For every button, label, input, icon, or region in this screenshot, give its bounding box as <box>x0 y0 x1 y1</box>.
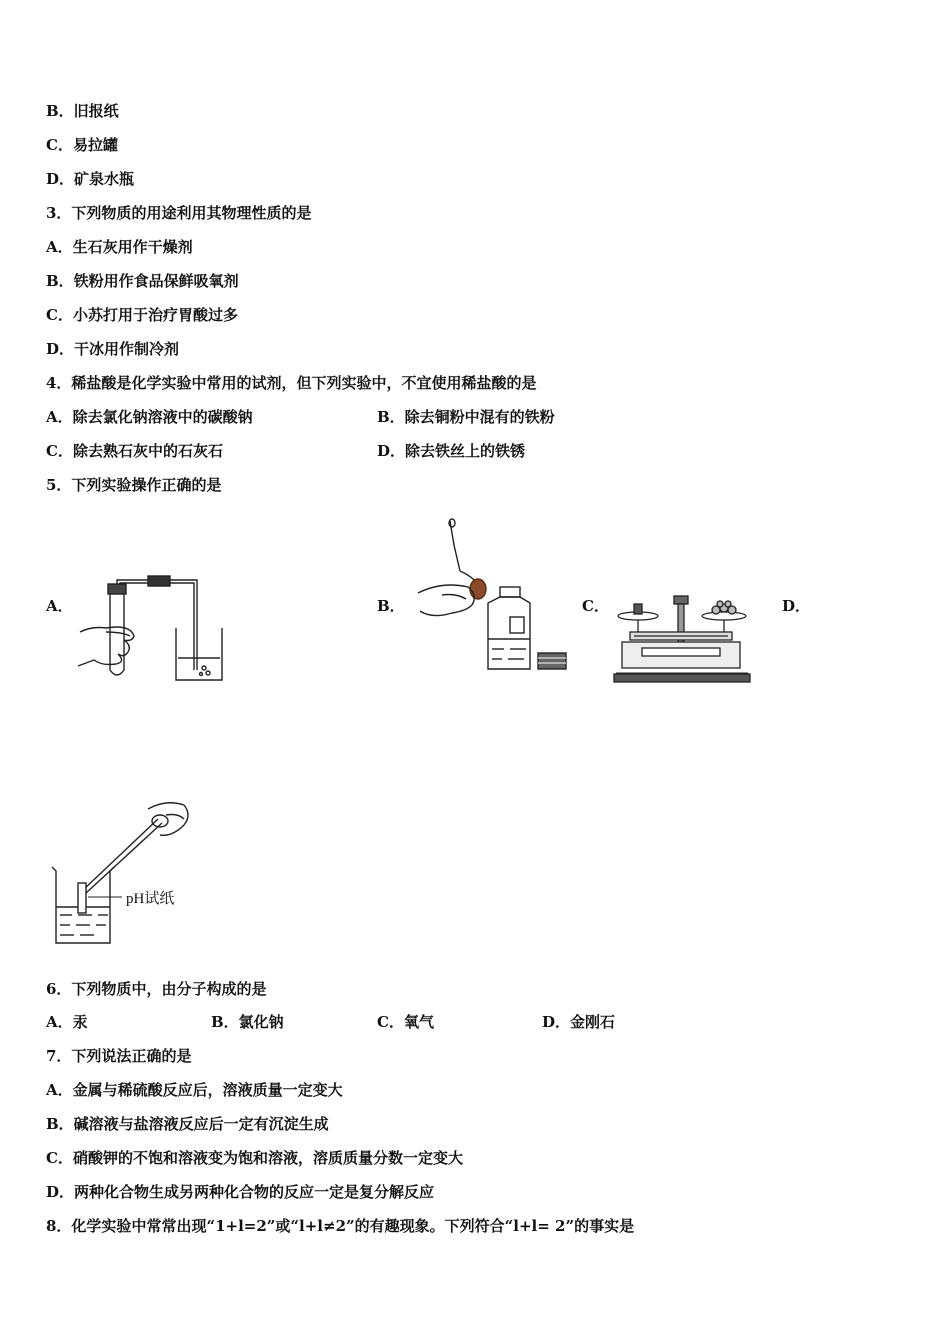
q2-option-d: D．矿泉水瓶 <box>46 170 135 188</box>
q4-option-d: D．除去铁丝上的铁锈 <box>377 442 526 460</box>
q3-option-a: A．生石灰用作干燥剂 <box>46 238 193 256</box>
q7-option-a: A．金属与稀硫酸反应后，溶液质量一定变大 <box>46 1081 343 1099</box>
q2-option-c: C．易拉罐 <box>46 136 118 154</box>
q7-stem: 7．下列说法正确的是 <box>46 1047 192 1065</box>
figure-balance <box>612 592 752 687</box>
q5-label-c: C． <box>582 597 609 615</box>
q7-option-d: D．两种化合物生成另两种化合物的反应一定是复分解反应 <box>46 1183 435 1201</box>
q5-stem: 5．下列实验操作正确的是 <box>46 476 222 494</box>
q5-label-a: A． <box>46 597 73 615</box>
q8-stem: 8．化学实验中常常出现“1+l=2”或“l+l≠2”的有趣现象。下列符合“l+l= 2”的事实是 <box>46 1217 635 1235</box>
q6-option-c: C．氧气 <box>377 1013 434 1031</box>
q5-label-b: B． <box>377 597 405 615</box>
q3-stem: 3．下列物质的用途利用其物理性质的是 <box>46 204 312 222</box>
q6-option-d: D．金刚石 <box>542 1013 616 1031</box>
q5-label-d: D． <box>782 597 811 615</box>
q3-option-d: D．干冰用作制冷剂 <box>46 340 180 358</box>
q4-option-b: B．除去铜粉中混有的铁粉 <box>377 408 555 426</box>
q6-option-b: B．氯化钠 <box>211 1013 284 1031</box>
q3-option-c: C．小苏打用于治疗胃酸过多 <box>46 306 238 324</box>
figure-ph-paper-beaker <box>48 795 198 950</box>
ph-paper-label: pH试纸 <box>126 891 175 907</box>
q4-option-a: A．除去氯化钠溶液中的碳酸钠 <box>46 408 253 426</box>
q3-option-b: B．铁粉用作食品保鲜吸氧剂 <box>46 272 239 290</box>
q7-option-c: C．硝酸钾的不饱和溶液变为饱和溶液，溶质质量分数一定变大 <box>46 1149 463 1167</box>
q6-option-a: A．汞 <box>46 1013 88 1031</box>
q6-stem: 6．下列物质中，由分子构成的是 <box>46 980 267 998</box>
q4-option-c: C．除去熟石灰中的石灰石 <box>46 442 223 460</box>
figure-dropper-bottle <box>412 515 572 675</box>
q2-option-b: B．旧报纸 <box>46 102 119 120</box>
q7-option-b: B．碱溶液与盐溶液反应后一定有沉淀生成 <box>46 1115 329 1133</box>
q4-stem: 4．稀盐酸是化学实验中常用的试剂，但下列实验中，不宜使用稀盐酸的是 <box>46 374 537 392</box>
figure-airtightness-check <box>72 570 232 685</box>
